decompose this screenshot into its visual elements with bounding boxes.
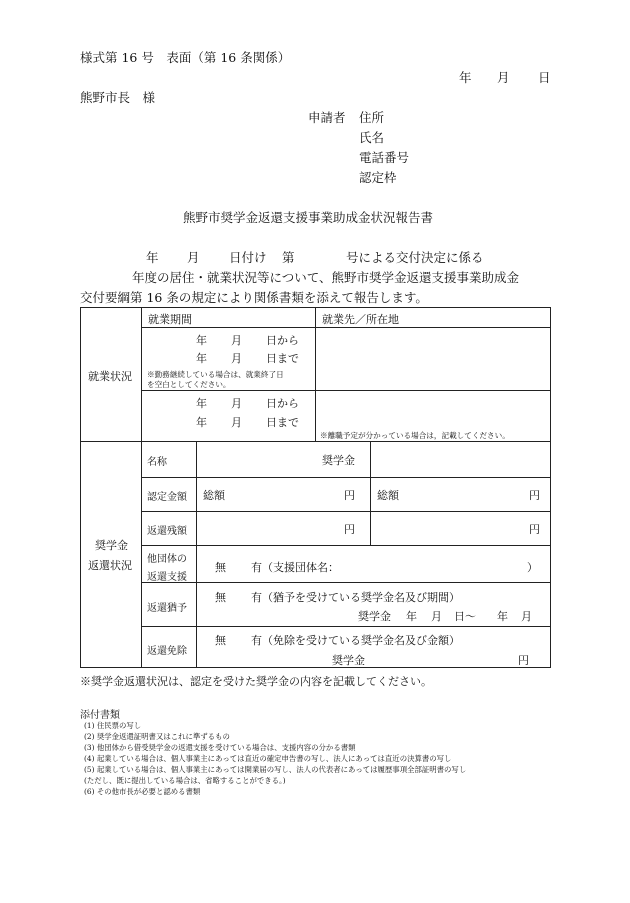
col-employment-period: 就業期間 (148, 313, 192, 326)
defer-end-year: 年 (497, 610, 508, 623)
other-yes: 有（支援団体名： (251, 561, 339, 574)
cert-label: 認定枠 (359, 170, 397, 185)
name-row-label: 名称 (147, 457, 167, 468)
attachments-heading: 添付書類 (80, 710, 120, 721)
date-month-label: 月 (497, 70, 510, 85)
phone-label: 電話番号 (359, 150, 410, 165)
approved-total-label-1: 総額 (203, 489, 225, 502)
defer-end-month: 月 (521, 610, 532, 623)
form-number: 様式第 16 号 表面（第 16 条関係） (80, 50, 291, 65)
body-line3: 交付要綱第 16 条の規定により関係書類を添えて報告します。 (80, 290, 428, 305)
scholarship-suffix: 奨学金 (322, 454, 355, 467)
date-day-label: 日 (538, 70, 551, 85)
address-label: 住所 (359, 110, 385, 125)
deferment-label: 返還猶予 (147, 603, 187, 614)
other-support-label-2: 返還支援 (147, 572, 187, 583)
period2-end-month: 月 (231, 416, 242, 429)
approved-total-label-2: 総額 (377, 489, 399, 502)
other-close-paren: ） (527, 561, 538, 574)
period2-start-month: 月 (231, 397, 242, 410)
period1-start-year: 年 (196, 334, 207, 347)
period2-start-year: 年 (196, 397, 207, 410)
period2-end-until: 日まで (266, 416, 299, 429)
attachment-item: (4) 起業している場合は、個人事業主にあっては直近の確定申告書の写し、法人にあっては直近の決算書の写し (84, 754, 452, 763)
body-dai: 第 (282, 250, 295, 265)
body-line1-rest: 号による交付決定に係る (346, 250, 484, 265)
col-employment-place: 就業先／所在地 (322, 313, 399, 326)
body-line2: 年度の居住・就業状況等について、熊野市奨学金返還支援事業助成金 (132, 270, 520, 285)
defer-start-year: 年 (406, 610, 417, 623)
exempt-yes: 有（免除を受けている奨学金名及び金額） (251, 634, 460, 647)
period1-start-from: 日から (266, 334, 299, 347)
repayment-section-label-2: 返還状況 (88, 559, 132, 572)
other-none: 無 (215, 561, 226, 574)
applicant-label: 申請者 (308, 110, 346, 125)
attachment-item: (3) 他団体から借受奨学金の返還支援を受けている場合は、支援内容の分かる書類 (84, 743, 356, 752)
attachment-item: (6) その他市長が必要と認める書類 (84, 787, 201, 796)
defer-scholarship: 奨学金 (358, 610, 391, 623)
attachment-item: (ただし、既に提出している場合は、省略することができる。) (84, 776, 286, 785)
exempt-none: 無 (215, 634, 226, 647)
addressee: 熊野市長 様 (80, 90, 156, 105)
attachment-item: (1) 住民票の写し (84, 721, 142, 730)
period1-start-month: 月 (231, 334, 242, 347)
period1-end-year: 年 (196, 352, 207, 365)
body-hi: 日付け (229, 250, 267, 265)
approved-yen-2: 円 (529, 489, 540, 502)
attachment-item: (2) 奨学金返還証明書又はこれに準ずるもの (84, 732, 230, 741)
date-year-label: 年 (459, 70, 472, 85)
defer-none: 無 (215, 591, 226, 604)
period1-end-month: 月 (231, 352, 242, 365)
document-title: 熊野市奨学金返還支援事業助成金状況報告書 (183, 210, 434, 225)
body-nen: 年 (146, 250, 159, 265)
defer-yes: 有（猶予を受けている奨学金名及び期間） (251, 591, 460, 604)
other-support-label-1: 他団体の (147, 554, 187, 565)
period1-end-until: 日まで (266, 352, 299, 365)
exempt-scholarship: 奨学金 (332, 654, 365, 667)
balance-yen-2: 円 (529, 523, 540, 536)
note-leave: ※離職予定が分かっている場合は，記載してください。 (320, 431, 510, 440)
exemption-label: 返還免除 (147, 646, 187, 657)
defer-start-month: 月 (431, 610, 442, 623)
exempt-yen: 円 (518, 654, 529, 667)
attachment-item: (5) 起業している場合は、個人事業主にあっては開業届の写し、法人の代表者にあっては履歴事項全部証明書の写し (84, 765, 467, 774)
note-continue-1: ※勤務継続している場合は、就業終了日 (147, 370, 284, 379)
defer-start-day: 日～ (454, 610, 476, 623)
approved-yen-1: 円 (344, 489, 355, 502)
balance-yen-1: 円 (344, 523, 355, 536)
period2-end-year: 年 (196, 416, 207, 429)
note-continue-2: を空白としてください。 (147, 380, 231, 389)
body-tsuki: 月 (187, 250, 200, 265)
name-label: 氏名 (359, 130, 385, 145)
repayment-section-label-1: 奨学金 (95, 539, 128, 552)
approved-amount-label: 認定金額 (147, 492, 187, 503)
period2-start-from: 日から (266, 397, 299, 410)
balance-label: 返還残額 (147, 526, 187, 537)
employment-section-label: 就業状況 (88, 370, 132, 383)
repayment-footnote: ※奨学金返還状況は、認定を受けた奨学金の内容を記載してください。 (80, 675, 432, 688)
